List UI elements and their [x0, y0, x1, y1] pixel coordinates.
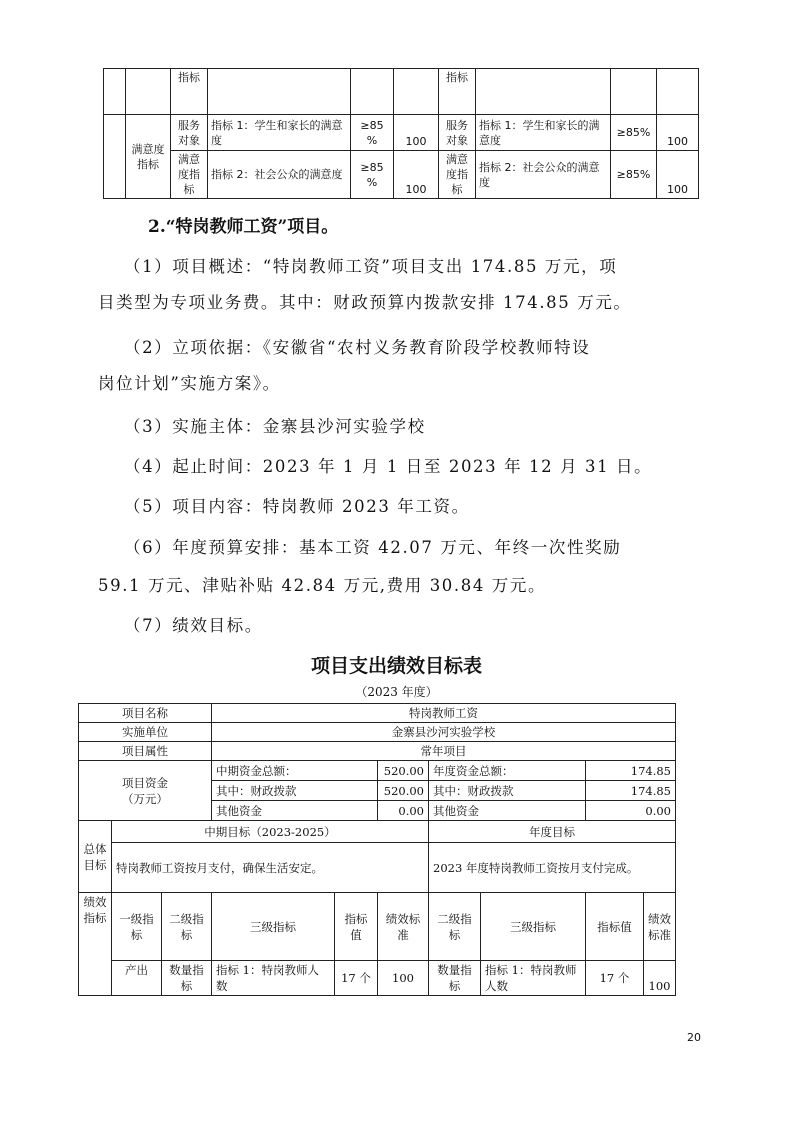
indicator-2-left-value: ≥85 % [351, 151, 394, 199]
paragraph-basis-line1: （2）立项依据：《安徽省“农村义务教育阶段学校教师特设 [124, 338, 591, 357]
project-attribute-value: 常年项目 [212, 742, 676, 761]
implementing-unit-label: 实施单位 [79, 723, 212, 742]
paragraph-budget-line2: 59.1 万元、津贴补贴 42.84 万元,费用 30.84 万元。 [98, 576, 547, 595]
blank-cell [104, 69, 126, 115]
year-fin-label: 其中：财政拨款 [429, 781, 586, 801]
indicator-2-left-score: 100 [394, 151, 439, 199]
satisfaction-category: 满意度指标 [126, 115, 171, 199]
header-value-right: 指标值 [586, 893, 644, 961]
table-title: 项目支出绩效目标表 [310, 655, 482, 677]
paragraph-content: （5）项目内容：特岗教师 2023 年工资。 [124, 497, 470, 516]
blank-cell [611, 69, 657, 115]
year-total-value: 174.85 [586, 761, 676, 781]
mid-goal-header: 中期目标（2023-2025） [112, 821, 429, 843]
project-funds-label: 项目资金 （万元） [79, 761, 212, 821]
implementing-unit-value: 金寨县沙河实验学校 [212, 723, 676, 742]
year-fin-value: 174.85 [586, 781, 676, 801]
year-other-label: 其他资金 [429, 801, 586, 821]
row1-level2: 数量指标 [162, 961, 212, 996]
indicator-2-right: 指标 2：社会公众的满意度 [476, 151, 611, 199]
row1-level2-right: 数量指标 [429, 961, 481, 996]
year-other-value: 0.00 [586, 801, 676, 821]
row1-level1: 产出 [112, 961, 162, 996]
paragraph-overview-line1: （1）项目概述：“特岗教师工资”项目支出 174.85 万元，项 [124, 257, 618, 276]
mid-other-label: 其他资金 [212, 801, 378, 821]
table-subtitle: （2023 年度） [355, 685, 438, 699]
mid-fin-label: 其中：财政拨款 [212, 781, 378, 801]
indicator-1-right-value: ≥85% [611, 115, 657, 151]
paragraph-period: （4）起止时间：2023 年 1 月 1 日至 2023 年 12 月 31 日。 [124, 457, 653, 476]
row1-score-right: 100 [644, 961, 676, 996]
previous-performance-table [103, 68, 699, 199]
year-goal-text: 2023 年度特岗教师工资按月支付完成。 [429, 843, 676, 893]
paragraph-overview-line2: 目类型为专项业务费。其中：财政预算内拨款安排 174.85 万元。 [98, 293, 632, 312]
blank-cell [476, 69, 611, 115]
blank-cell [104, 115, 126, 199]
row1-level3-right: 指标 1：特岗教师人数 [481, 961, 586, 996]
paragraph-implementer: （3）实施主体：金寨县沙河实验学校 [124, 417, 426, 436]
sub-category-right-2: 满意度指标 [439, 151, 476, 199]
blank-cell [208, 69, 351, 115]
blank-cell [126, 69, 171, 115]
mid-total-value: 520.00 [378, 761, 429, 781]
paragraph-budget-line1: （6）年度预算安排：基本工资 42.07 万元、年终一次性奖励 [124, 538, 622, 557]
indicator-2-left: 指标 2：社会公众的满意度 [208, 151, 351, 199]
mid-goal-text: 特岗教师工资按月支付，确保生活安定。 [112, 843, 429, 893]
year-total-label: 年度资金总额： [429, 761, 586, 781]
sub-category-left-2: 满意度指标 [171, 151, 208, 199]
year-goal-header: 年度目标 [429, 821, 676, 843]
indicator-2-right-score: 100 [657, 151, 699, 199]
blank-cell [394, 69, 439, 115]
mid-total-label: 中期资金总额： [212, 761, 378, 781]
row1-level3: 指标 1：特岗教师人数 [212, 961, 335, 996]
performance-indicator-label: 绩效指标 [79, 893, 112, 996]
indicator-label-right: 指标 [439, 69, 476, 115]
mid-other-value: 0.00 [378, 801, 429, 821]
header-score: 绩效标准 [378, 893, 429, 961]
header-level3: 三级指标 [212, 893, 335, 961]
header-level2-right: 二级指标 [429, 893, 481, 961]
blank-cell [657, 69, 699, 115]
indicator-1-left-value: ≥85 % [351, 115, 394, 151]
indicator-1-right: 指标 1：学生和家长的满意度 [476, 115, 611, 151]
header-level2: 二级指标 [162, 893, 212, 961]
performance-goal-table [78, 703, 676, 996]
section-heading: 2.“特岗教师工资”项目。 [148, 217, 339, 237]
paragraph-basis-line2: 岗位计划”实施方案》。 [98, 374, 281, 393]
sub-category-left-1: 服务对象 [171, 115, 208, 151]
blank-cell [351, 69, 394, 115]
indicator-2-right-value: ≥85% [611, 151, 657, 199]
header-level3-right: 三级指标 [481, 893, 586, 961]
project-attribute-label: 项目属性 [79, 742, 212, 761]
paragraph-goals: （7）绩效目标。 [124, 616, 263, 635]
project-name-value: 特岗教师工资 [212, 704, 676, 723]
header-value: 指标值 [335, 893, 378, 961]
header-score-right: 绩效标准 [644, 893, 676, 961]
row1-score: 100 [378, 961, 429, 996]
indicator-1-left: 指标 1：学生和家长的满意度 [208, 115, 351, 151]
header-level1: 一级指标 [112, 893, 162, 961]
mid-fin-value: 520.00 [378, 781, 429, 801]
row1-value-right: 17 个 [586, 961, 644, 996]
page-number: 20 [687, 1031, 701, 1044]
project-name-label: 项目名称 [79, 704, 212, 723]
sub-category-right-1: 服务对象 [439, 115, 476, 151]
overall-goal-label: 总体目标 [79, 821, 112, 893]
indicator-label-left: 指标 [171, 69, 208, 115]
row1-value: 17 个 [335, 961, 378, 996]
indicator-1-left-score: 100 [394, 115, 439, 151]
indicator-1-right-score: 100 [657, 115, 699, 151]
